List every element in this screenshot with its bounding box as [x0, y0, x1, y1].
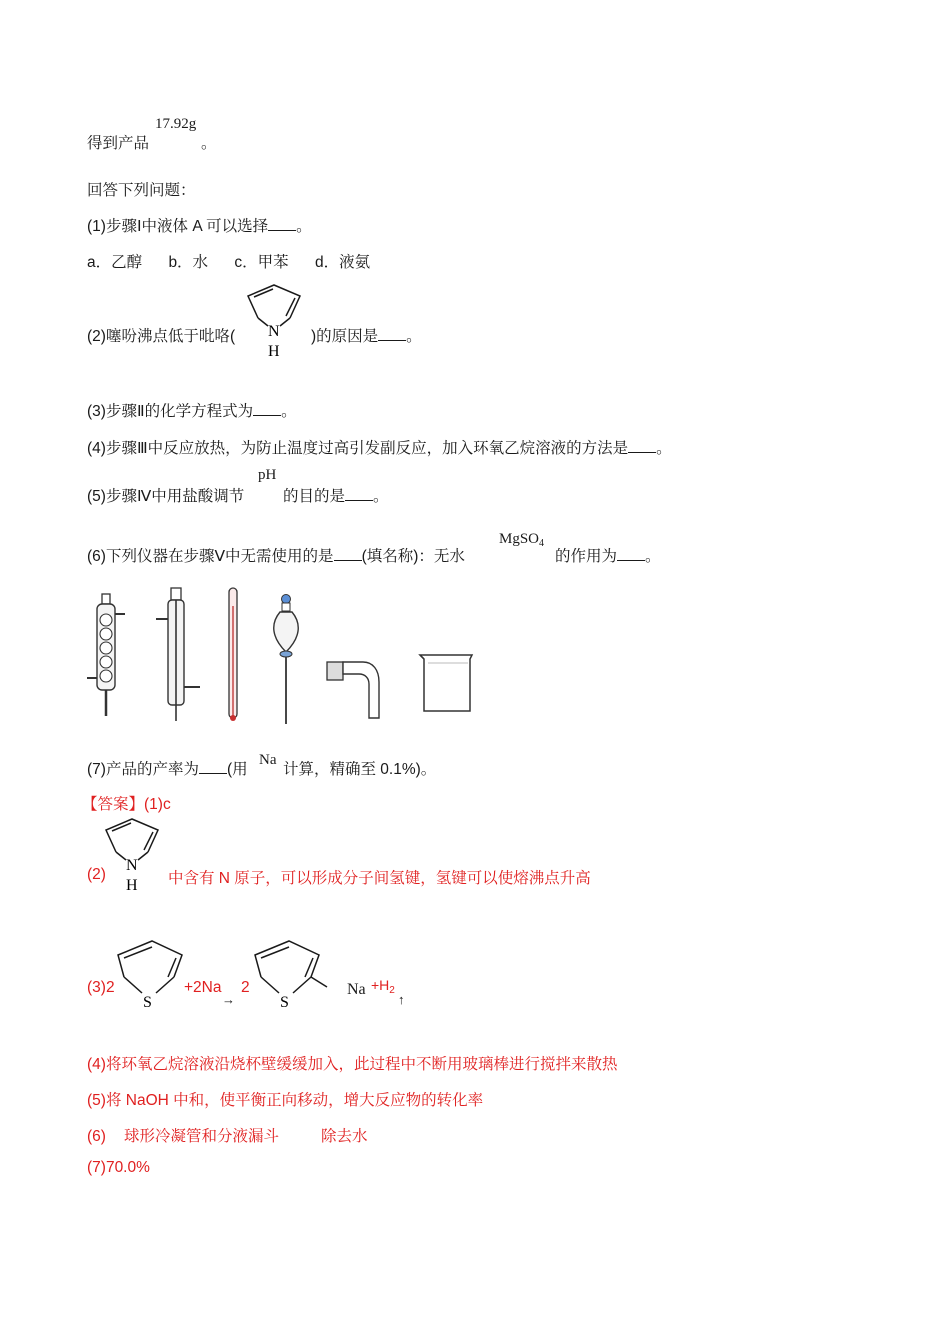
q5-text: 的目的是	[283, 488, 346, 505]
answer-2-num: (2)	[87, 866, 106, 883]
q1-end: 。	[296, 218, 312, 235]
question-6-part2	[555, 544, 661, 566]
product-na: Na	[347, 981, 366, 998]
option-d: d．液氨	[314, 254, 371, 271]
beaker-icon	[416, 651, 478, 715]
q4-end: 。	[656, 440, 672, 457]
answer-6-part1: 球形冷凝管和分液漏斗	[123, 1128, 279, 1145]
answer-3-coef: 2	[241, 979, 250, 996]
q3-blank	[253, 403, 281, 416]
answer-7: (7)70.0%	[87, 1159, 150, 1176]
q7-text: (7)产品的产率为	[87, 761, 199, 778]
thiophene-structure	[112, 937, 184, 1013]
gas-up-arrow: ↑	[398, 992, 405, 1007]
pyrrole-h: H	[268, 343, 280, 360]
q6-mid: (填名称)：无水	[361, 548, 465, 565]
h2-subscript: 2	[389, 985, 395, 996]
mgso4-subscript: 4	[539, 538, 545, 549]
q3-text: (3)步骤Ⅱ的化学方程式为	[87, 403, 254, 420]
bulb-condenser-icon	[85, 590, 127, 720]
q2-text: )的原因是	[311, 328, 379, 345]
sodium-thiophene-structure	[249, 937, 329, 1013]
separatory-funnel-icon	[268, 592, 304, 726]
q7-mid: (用	[226, 761, 248, 778]
option-a: a．乙醇	[87, 254, 143, 271]
q6-text: (6)下列仪器在步骤Ⅴ中无需使用的是	[87, 548, 334, 565]
intro-period: 。	[201, 135, 217, 152]
question-2-part2	[311, 324, 422, 346]
option-b: b．水	[168, 254, 209, 271]
question-2-part1: (2)噻吩沸点低于吡咯(	[87, 328, 236, 345]
pyrrole-n: N	[268, 323, 280, 340]
question-1	[87, 214, 312, 236]
question-3	[87, 399, 297, 421]
answer-3-plus-na: +2Na	[184, 979, 222, 996]
intro-prefix: 得到产品	[87, 135, 150, 152]
mgso4-text: MgSO	[499, 531, 540, 547]
q4-text: (4)步骤Ⅲ中反应放热，为防止温度过高引发副反应，加入环氧乙烷溶液的方法是	[87, 440, 629, 457]
answer-3-num: (3)2	[87, 979, 115, 996]
answer-4: (4)将环氧乙烷溶液沿烧杯壁缓缓加入，此过程中不断用玻璃棒进行搅拌来散热	[87, 1056, 618, 1073]
mgso4-formula	[499, 531, 544, 549]
thiophene-s: S	[143, 994, 152, 1011]
question-5-part2	[283, 484, 389, 506]
q6-blank-1	[334, 548, 362, 561]
q6-text-2: 的作用为	[555, 548, 618, 565]
q5-blank	[345, 488, 373, 501]
q1-text: (1)步骤Ⅰ中液体 A 可以选择	[87, 218, 269, 235]
q2-blank	[378, 328, 406, 341]
thermometer-icon	[225, 586, 241, 726]
product-mass: 17.92g	[155, 116, 197, 132]
q5-end: 。	[373, 488, 389, 505]
question-5-part1: (5)步骤Ⅳ中用盐酸调节	[87, 488, 245, 505]
h2-text: +H	[371, 977, 390, 993]
question-6-part1	[87, 544, 465, 566]
answer-prompt: 回答下列问题：	[87, 182, 196, 199]
answer-pyrrole-n: N	[126, 857, 138, 874]
option-c: c．甲苯	[234, 254, 289, 271]
hydrogen-product	[371, 977, 395, 996]
q3-end: 。	[281, 403, 297, 420]
answer-5: (5)将 NaOH 中和，使平衡正向移动，增大反应物的转化率	[87, 1092, 484, 1109]
answer-2-text: 中含有 N 原子，可以形成分子间氢键，氢键可以使熔沸点升高	[168, 870, 591, 887]
reaction-arrow: →	[222, 992, 235, 1007]
question-4	[87, 436, 672, 458]
question-7-part2: 计算，精确至 0.1%)。	[283, 761, 437, 778]
intro-line	[87, 131, 149, 153]
q7-blank	[199, 761, 227, 774]
ph-label: pH	[258, 467, 277, 483]
answer-6-part2: 除去水	[320, 1128, 368, 1145]
q1-options	[87, 250, 370, 272]
answer-pyrrole-h: H	[126, 877, 138, 894]
answer-pyrrole-structure	[96, 814, 168, 894]
answer-6	[87, 1124, 367, 1146]
answer-1	[82, 792, 171, 814]
pyrrole-structure	[238, 280, 310, 360]
answer-6-num: (6)	[87, 1128, 106, 1145]
na-label: Na	[259, 752, 277, 768]
answer-1-text: (1)c	[144, 796, 171, 813]
q6-blank-2	[617, 548, 645, 561]
adapter-icon	[325, 658, 385, 724]
q1-blank	[268, 218, 296, 231]
q2-end: 。	[406, 328, 422, 345]
straight-condenser-icon	[152, 585, 208, 725]
answer-label: 【答案】	[82, 796, 145, 813]
question-7-part1	[87, 757, 248, 779]
q6-end: 。	[645, 548, 661, 565]
sodium-thiophene-s: S	[280, 994, 289, 1011]
q4-blank	[628, 440, 656, 453]
